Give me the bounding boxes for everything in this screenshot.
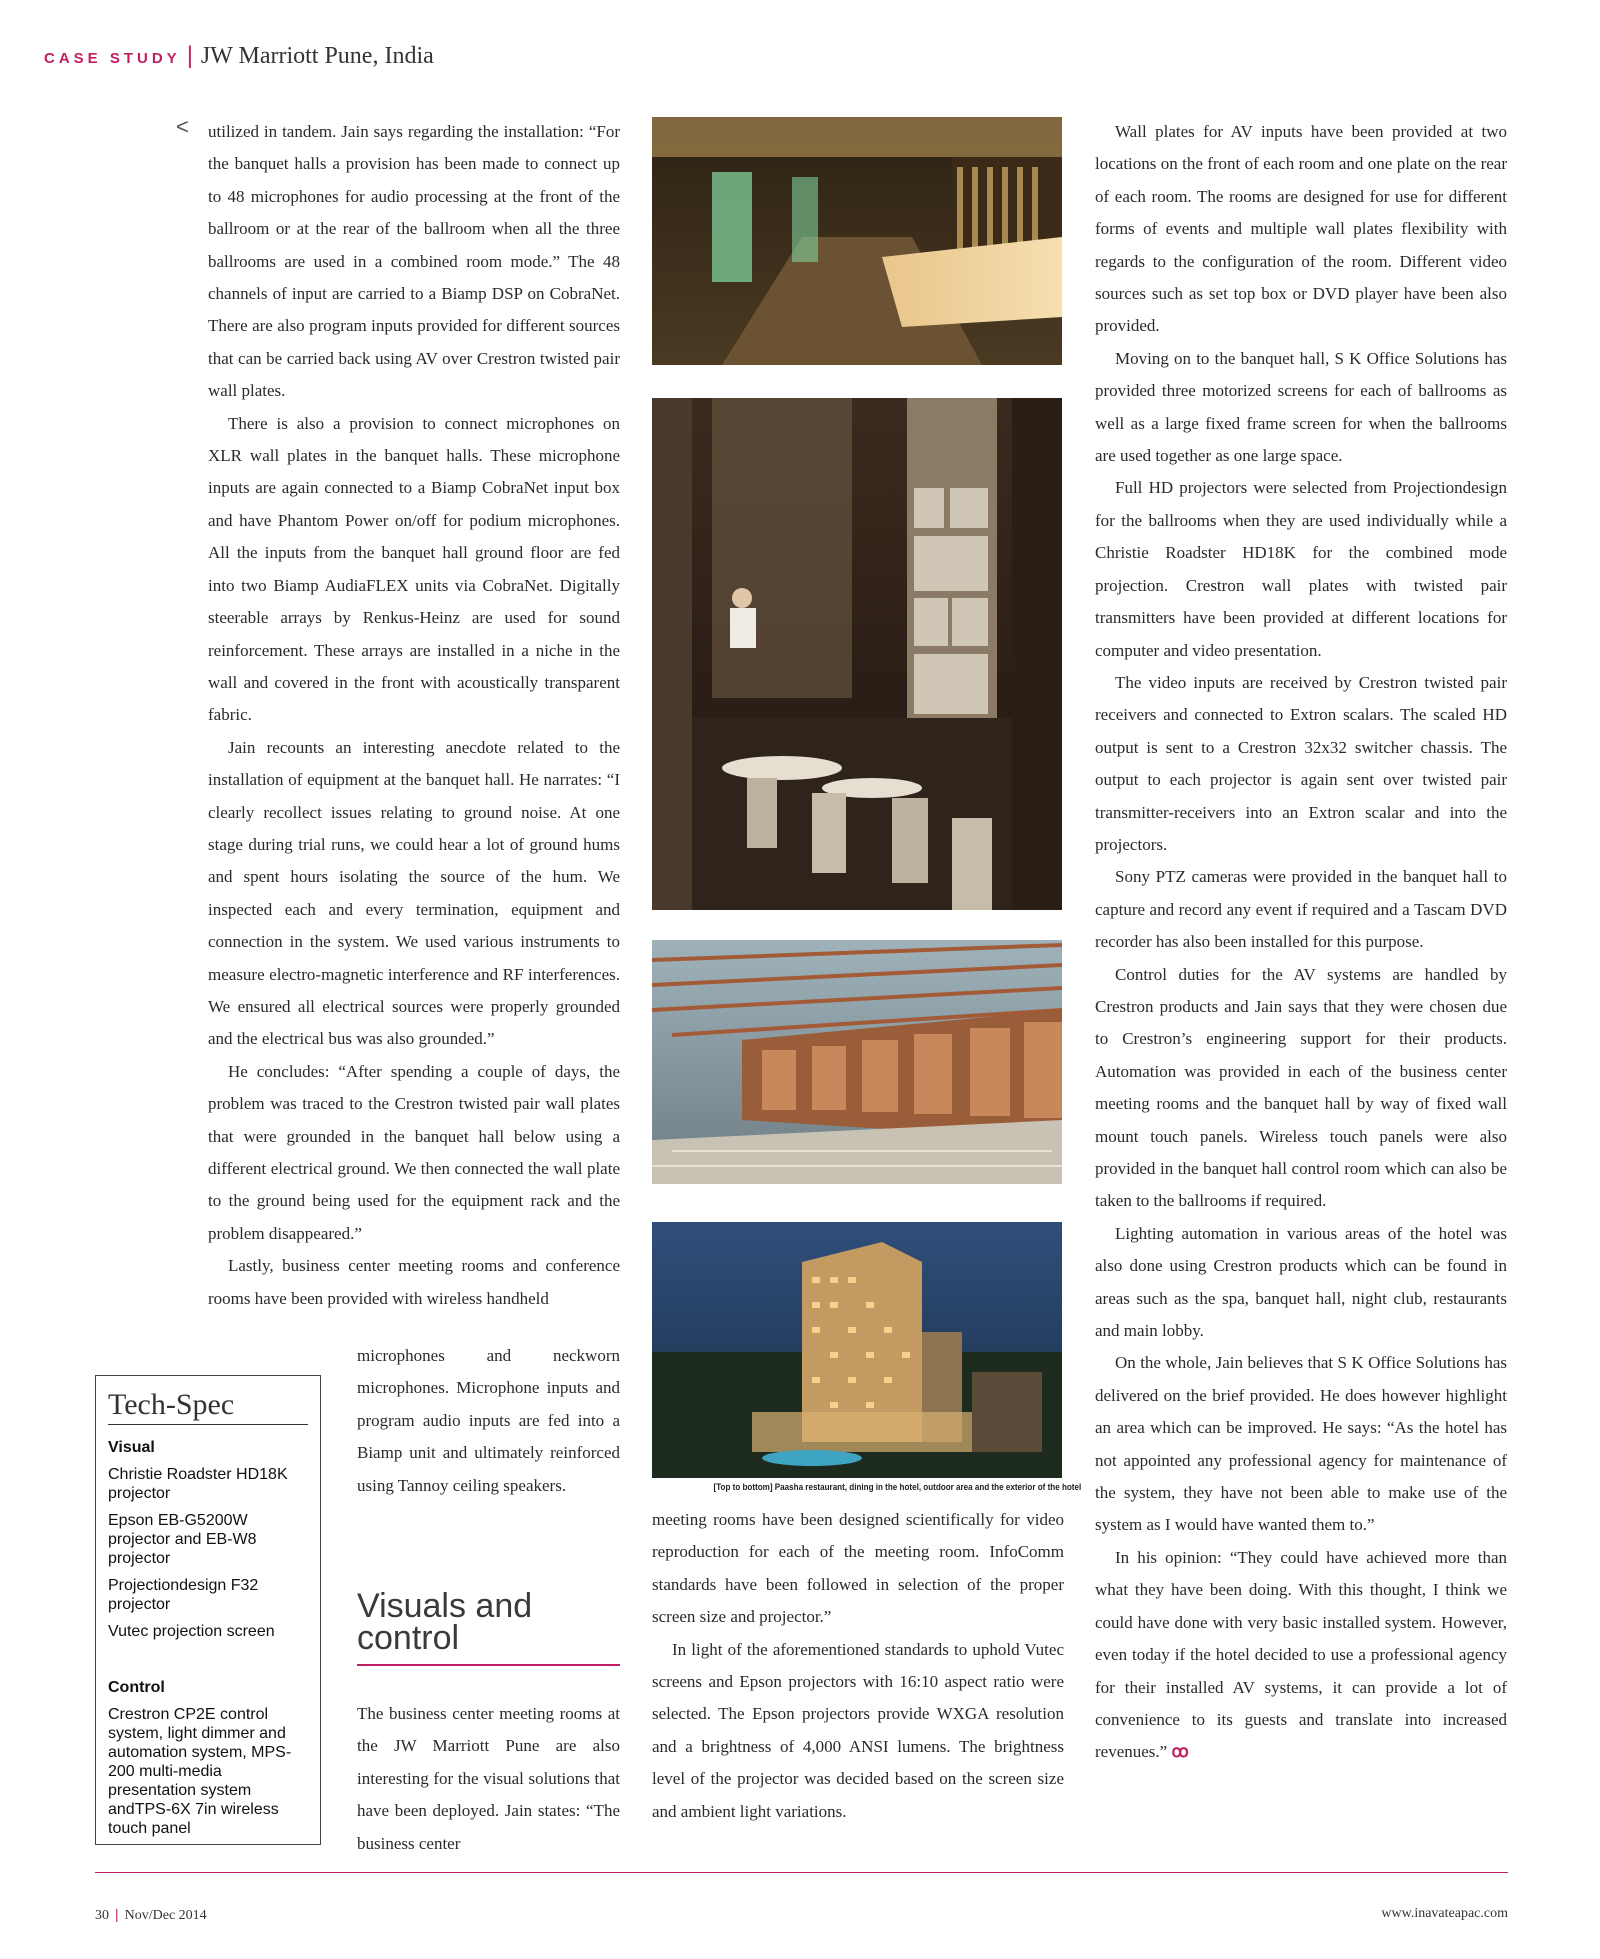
footer-url-link[interactable]: www.inavateapac.com bbox=[1381, 1906, 1508, 1921]
body-column-2 bbox=[652, 1504, 1064, 1828]
paragraph: Wall plates for AV inputs have been provided at two locations on the front of each room and one plate on the rear of each room. The rooms are designed for use for different forms of events and multiple wall plates flexibility with regards to the configuration of the room. Different video sources such as set top box or DVD player have been also provided. bbox=[1095, 122, 1507, 336]
restaurant-photo bbox=[652, 117, 1062, 365]
paragraph: microphones and neckworn microphones. Microphone inputs and program audio inputs are fed into a Biamp unit and ultimately reinforced using Tannoy ceiling speakers. bbox=[357, 1346, 620, 1495]
tech-spec-item: Vutec projection screen bbox=[108, 1623, 275, 1640]
body-column-1-continued bbox=[357, 1340, 620, 1502]
section-kicker: CASE STUDY bbox=[44, 50, 181, 67]
tech-spec-item: Epson EB-G5200W projector and EB-W8 projector bbox=[108, 1512, 257, 1567]
body-column-3 bbox=[1095, 116, 1507, 1769]
tech-spec-item: Crestron CP2E control system, light dimmer and automation system, MPS-200 multi-media presentation system andTPS-6X 7in wireless touch panel bbox=[108, 1706, 292, 1837]
subheading-line: Visuals and bbox=[357, 1587, 533, 1625]
running-header bbox=[44, 42, 434, 78]
paragraph: The business center meeting rooms at the JW Marriott Pune are also interesting for the visual solutions that have been deployed. Jain states: “The business center bbox=[357, 1704, 620, 1853]
tech-spec-visual-heading: Visual bbox=[108, 1439, 155, 1456]
footer-folio bbox=[95, 1906, 207, 1924]
tech-spec-box bbox=[95, 1375, 321, 1845]
paragraph: In light of the aforementioned standards to uphold Vutec screens and Epson projectors with 16:10 aspect ratio were selected. The Epson projectors provide WXGA resolution and a brightness of 4,000 ANSI lumens. The brightness level of the projector was decided based on the screen size and ambient light variations. bbox=[652, 1639, 1064, 1821]
tech-spec-control-heading: Control bbox=[108, 1679, 165, 1696]
footer-rule bbox=[95, 1872, 1508, 1873]
hotel-exterior-photo bbox=[652, 1222, 1062, 1478]
outdoor-area-photo bbox=[652, 940, 1062, 1184]
tech-spec-item: Christie Roadster HD18K projector bbox=[108, 1466, 288, 1502]
page-number: 30 bbox=[95, 1908, 109, 1923]
paragraph: Jain recounts an interesting anecdote related to the installation of equipment at the banquet hall. He narrates: “I clearly recollect issues relating to ground noise. At one stage during trial runs, we could hear a lot of ground hums and spent hours isolating the source of the hum. We inspected each and every termination, equipment and connection in the system. We used various instruments to measure electro-magnetic interference and RF interferences. We ensured all electrical sources were properly grounded and the electrical bus was also grounded.” bbox=[208, 737, 620, 1049]
footer-separator: | bbox=[115, 1906, 119, 1922]
paragraph: There is also a provision to connect microphones on XLR wall plates in the banquet halls. These microphone inputs are again connected to a Biamp CobraNet input box and have Phantom Power on/off for podium microphones. All the inputs from the banquet hall ground floor are fed into two Biamp AudiaFLEX units via CobraNet. Digitally steerable arrays by Renkus-Heinz are used for sound reinforcement. These arrays are installed in a niche in the wall and covered in the front with acoustically transparent fabric. bbox=[208, 413, 620, 725]
paragraph: Moving on to the banquet hall, S K Office Solutions has provided three motorized screens for each of ballrooms as well as a large fixed frame screen for when the ballrooms are used together as one large space. bbox=[1095, 348, 1507, 466]
paragraph-text: In his opinion: “They could have achieved more than what they have been doing. With this thought, I think we could have done with very basic installed system. However, even today if the hotel decided to use a professional agency for their installed AV systems, it can provide a lot of convenience to its guests and translate into increased revenues.” bbox=[1095, 1547, 1507, 1762]
paragraph: On the whole, Jain believes that S K Office Solutions has delivered on the brief provided. He does however highlight an area which can be improved. He says: “As the hotel has not appointed any professional agency for maintenance of the system, they have not been able to make use of the system as I would have wanted them to.” bbox=[1095, 1353, 1507, 1535]
paragraph: utilized in tandem. Jain says regarding the installation: “For the banquet halls a provision has been made to connect up to 48 microphones for audio processing at the front of the ballroom or at the rear of the ballroom when all the three ballrooms are used in a combined room mode.” The 48 channels of input are carried to a Biamp DSP on CobraNet. There are also program inputs provided for different sources that can be carried back using AV over Crestron twisted pair wall plates. bbox=[208, 122, 620, 401]
paragraph: Control duties for the AV systems are handled by Crestron products and Jain says that they were chosen due to Crestron’s engineering support for their products. Automation was provided in each of the business center meeting rooms and the banquet hall by way of fixed wall mount touch panels. Wireless touch panels were also provided in the banquet hall control room which can also be taken to the ballrooms if required. bbox=[1095, 964, 1507, 1211]
paragraph: He concludes: “After spending a couple of days, the problem was traced to the Crestron twisted pair wall plates that were grounded in the banquet hall below using a different electrical ground. We then connected the wall plate to the ground being used for the equipment rack and the problem disappeared.” bbox=[208, 1061, 620, 1243]
article-location-title: JW Marriott Pune, India bbox=[200, 43, 434, 69]
header-separator: | bbox=[186, 42, 193, 69]
paragraph: Lighting automation in various areas of the hotel was also done using Crestron products which can be found in areas such as the spa, banquet hall, night club, restaurants and main lobby. bbox=[1095, 1223, 1507, 1341]
subheading-line: control bbox=[357, 1619, 460, 1657]
body-column-1 bbox=[208, 116, 620, 1315]
paragraph: Sony PTZ cameras were provided in the banquet hall to capture and record any event if required and a Tascam DVD recorder has also been installed for this purpose. bbox=[1095, 867, 1507, 952]
visuals-intro bbox=[357, 1698, 620, 1860]
paragraph: Full HD projectors were selected from Projectiondesign for the ballrooms when they are used individually while a Christie Roadster HD18K for the combined mode projection. Crestron wall plates with twisted pair transmitters have been provided at different locations for computer and video presentation. bbox=[1095, 478, 1507, 660]
continue-arrow-icon: < bbox=[176, 114, 189, 139]
end-mark-icon: ꝏ bbox=[1171, 1742, 1189, 1762]
issue-date: Nov/Dec 2014 bbox=[124, 1908, 207, 1923]
final-paragraph bbox=[1095, 1542, 1507, 1769]
tech-spec-item: Projectiondesign F32 projector bbox=[108, 1577, 259, 1613]
paragraph: The video inputs are received by Crestron twisted pair receivers and connected to Extron scalars. The scaled HD output is sent to a Crestron 32x32 switcher chassis. The output to each projector is again sent over twisted pair transmitter-receivers into an Extron scalar and into the projectors. bbox=[1095, 672, 1507, 854]
photo-caption: [Top to bottom] Paasha restaurant, dining in the hotel, outdoor area and the exterior of the hotel bbox=[713, 1482, 1082, 1493]
tech-spec-title: Tech-Spec bbox=[108, 1388, 308, 1425]
paragraph: meeting rooms have been designed scientifically for video reproduction for each of the meeting room. InfoComm standards have been followed in selection of the proper screen size and projector.” bbox=[652, 1510, 1064, 1627]
section-subheading bbox=[357, 1587, 620, 1666]
dining-photo bbox=[652, 398, 1062, 910]
paragraph: Lastly, business center meeting rooms and conference rooms have been provided with wireless handheld bbox=[208, 1256, 620, 1308]
